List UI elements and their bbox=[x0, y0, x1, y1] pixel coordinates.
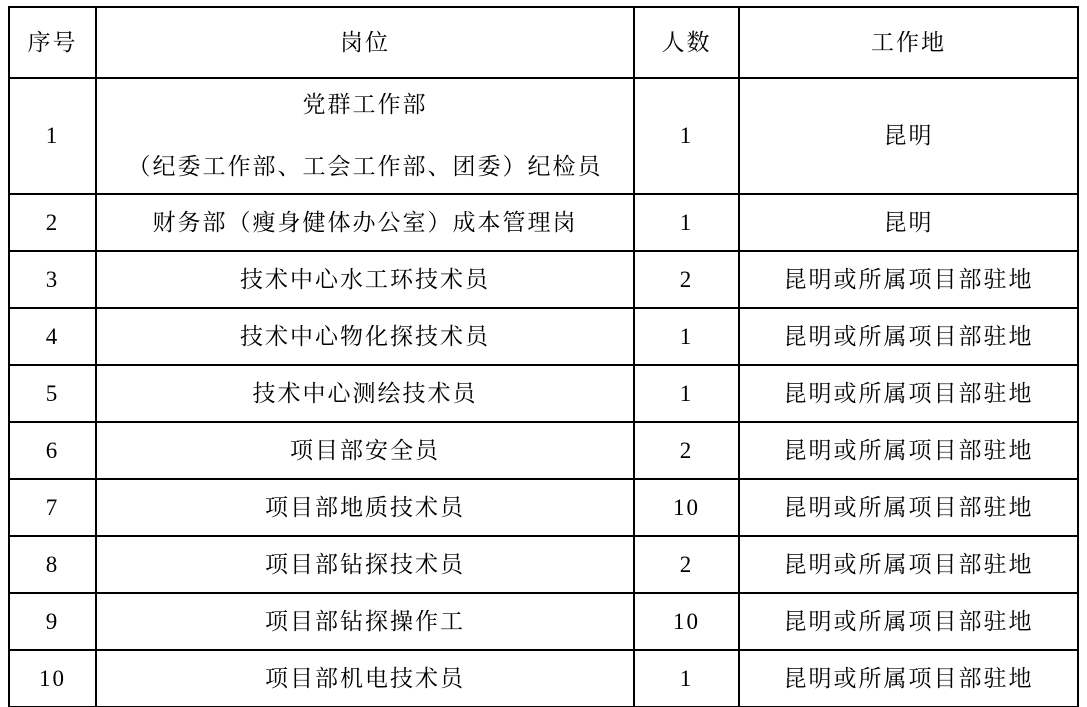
serial-number-cell: 5 bbox=[9, 365, 96, 422]
location-cell: 昆明或所属项目部驻地 bbox=[739, 536, 1078, 593]
table-row bbox=[9, 308, 1078, 365]
serial-number-cell: 6 bbox=[9, 422, 96, 479]
position-line: 项目部钻探操作工 bbox=[265, 608, 465, 634]
position-cell bbox=[96, 422, 634, 479]
location-cell: 昆明 bbox=[739, 78, 1078, 194]
table-body bbox=[9, 78, 1078, 707]
headcount-cell: 10 bbox=[634, 593, 739, 650]
position-cell bbox=[96, 593, 634, 650]
position-cell bbox=[96, 479, 634, 536]
position-cell bbox=[96, 365, 634, 422]
headcount-cell: 1 bbox=[634, 308, 739, 365]
position-lines bbox=[97, 90, 633, 182]
position-cell bbox=[96, 536, 634, 593]
serial-number-cell: 2 bbox=[9, 194, 96, 251]
position-line: 财务部（瘦身健体办公室）成本管理岗 bbox=[152, 209, 578, 235]
header-position: 岗位 bbox=[96, 7, 634, 78]
recruitment-table bbox=[8, 6, 1079, 707]
headcount-cell: 1 bbox=[634, 365, 739, 422]
position-lines bbox=[97, 607, 633, 637]
position-lines bbox=[97, 493, 633, 523]
position-line: 项目部钻探技术员 bbox=[265, 551, 465, 577]
position-line: 项目部机电技术员 bbox=[265, 665, 465, 691]
location-cell: 昆明或所属项目部驻地 bbox=[739, 593, 1078, 650]
table-row bbox=[9, 365, 1078, 422]
position-lines bbox=[97, 208, 633, 238]
headcount-cell: 2 bbox=[634, 536, 739, 593]
position-line: 项目部安全员 bbox=[290, 437, 440, 463]
headcount-cell: 2 bbox=[634, 422, 739, 479]
position-lines bbox=[97, 550, 633, 580]
headcount-cell: 1 bbox=[634, 650, 739, 707]
header-headcount: 人数 bbox=[634, 7, 739, 78]
headcount-cell: 1 bbox=[634, 78, 739, 194]
serial-number-cell: 9 bbox=[9, 593, 96, 650]
location-cell: 昆明或所属项目部驻地 bbox=[739, 308, 1078, 365]
position-lines bbox=[97, 379, 633, 409]
serial-number-cell: 7 bbox=[9, 479, 96, 536]
serial-number-cell: 3 bbox=[9, 251, 96, 308]
position-cell bbox=[96, 650, 634, 707]
position-lines bbox=[97, 265, 633, 295]
position-lines bbox=[97, 664, 633, 694]
header-row bbox=[9, 7, 1078, 78]
header-serial-number: 序号 bbox=[9, 7, 96, 78]
position-lines bbox=[97, 322, 633, 352]
serial-number-cell: 1 bbox=[9, 78, 96, 194]
header-location: 工作地 bbox=[739, 7, 1078, 78]
serial-number-cell: 10 bbox=[9, 650, 96, 707]
location-cell: 昆明或所属项目部驻地 bbox=[739, 650, 1078, 707]
table-row bbox=[9, 422, 1078, 479]
table-row bbox=[9, 78, 1078, 194]
location-cell: 昆明或所属项目部驻地 bbox=[739, 251, 1078, 308]
location-cell: 昆明或所属项目部驻地 bbox=[739, 365, 1078, 422]
serial-number-cell: 4 bbox=[9, 308, 96, 365]
headcount-cell: 2 bbox=[634, 251, 739, 308]
position-cell bbox=[96, 308, 634, 365]
position-line: 技术中心水工环技术员 bbox=[240, 266, 490, 292]
table-row bbox=[9, 479, 1078, 536]
location-cell: 昆明 bbox=[739, 194, 1078, 251]
serial-number-cell: 8 bbox=[9, 536, 96, 593]
table-header bbox=[9, 7, 1078, 78]
position-lines bbox=[97, 436, 633, 466]
headcount-cell: 1 bbox=[634, 194, 739, 251]
position-line: 党群工作部 bbox=[302, 92, 428, 118]
location-cell: 昆明或所属项目部驻地 bbox=[739, 479, 1078, 536]
position-cell bbox=[96, 78, 634, 194]
position-line: 技术中心测绘技术员 bbox=[252, 380, 478, 406]
table-row bbox=[9, 251, 1078, 308]
position-line: 技术中心物化探技术员 bbox=[240, 323, 490, 349]
table-row bbox=[9, 194, 1078, 251]
headcount-cell: 10 bbox=[634, 479, 739, 536]
position-cell bbox=[96, 251, 634, 308]
position-cell bbox=[96, 194, 634, 251]
location-cell: 昆明或所属项目部驻地 bbox=[739, 422, 1078, 479]
position-line: （纪委工作部、工会工作部、团委）纪检员 bbox=[127, 154, 603, 179]
position-line: 项目部地质技术员 bbox=[265, 494, 465, 520]
table-row bbox=[9, 650, 1078, 707]
table-row bbox=[9, 593, 1078, 650]
table-row bbox=[9, 536, 1078, 593]
